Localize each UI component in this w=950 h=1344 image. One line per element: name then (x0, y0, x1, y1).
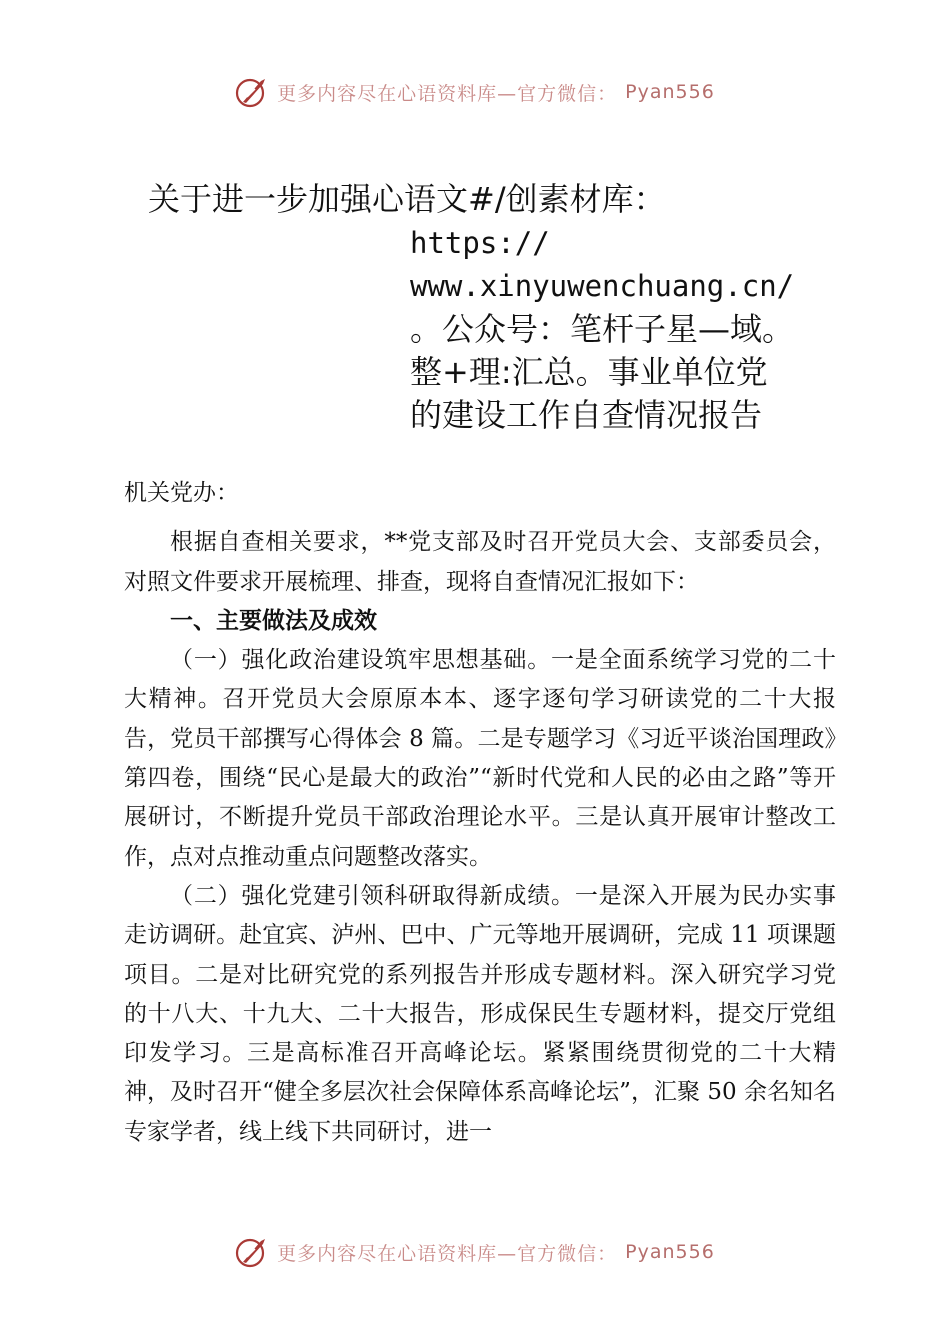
salutation: 机关党办： (124, 480, 239, 506)
document-title-line1: 关于进一步加强心语文#/创素材库： (148, 180, 666, 218)
intro-paragraph: 根据自查相关要求，**党支部及时召开党员大会、支部委员会，对照文件要求开展梳理、排查，现将自查情况汇报如下： (124, 529, 836, 595)
title-line4: 。公众号：笔杆子星—域。 (410, 310, 795, 348)
quill-pen-circle-icon (235, 75, 269, 109)
title-line5: 整+理:汇总。事业单位党 (410, 353, 768, 391)
title-url-part1: https:// (410, 226, 550, 260)
quill-pen-circle-icon (235, 1235, 269, 1269)
document-title-block (410, 222, 830, 437)
watermark-text: 更多内容尽在心语资料库—官方微信： (277, 1242, 618, 1265)
title-line6: 的建设工作自查情况报告 (410, 396, 763, 434)
paragraph-1: （一）强化政治建设筑牢思想基础。一是全面系统学习党的二十大精神。召开党员大会原原本本、逐字逐句学习研读党的二十大报告，党员干部撰写心得体会 8 篇。二是专题学习《习近平谈治国理政》第四卷，围绕“民心是最大的政治”“新时代党和人民的必由之路”等开展研讨，不断提升党员干部政治理论水平。三是认真开展审计整改工作，点对点推动重点问题整改落实。 (124, 647, 836, 870)
watermark-wechat-id: Pyan556 (625, 81, 715, 103)
title-url-part2: www.xinyuwenchuang.cn/ (410, 269, 795, 303)
watermark-wechat-id: Pyan556 (625, 1241, 715, 1263)
watermark-banner-bottom (0, 1232, 950, 1272)
section1-heading: 一、主要做法及成效 (170, 607, 377, 634)
document-body (124, 474, 836, 1152)
watermark-banner-top (0, 72, 950, 112)
watermark-text: 更多内容尽在心语资料库—官方微信： (277, 82, 618, 105)
paragraph-2: （二）强化党建引领科研取得新成绩。一是深入开展为民办实事走访调研。赴宜宾、泸州、巴中、广元等地开展调研，完成 11 项课题项目。二是对比研究党的系列报告并形成专题材料。深入研究学习党的十八大、十九大、二十大报告，形成保民生专题材料，提交厅党组印发学习。三是高标准召开高峰论坛。紧紧围绕贯彻党的二十大精神，及时召开“健全多层次社会保障体系高峰论坛”，汇聚 50 余名知名专家学者，线上线下共同研讨，进一 (124, 882, 836, 1145)
